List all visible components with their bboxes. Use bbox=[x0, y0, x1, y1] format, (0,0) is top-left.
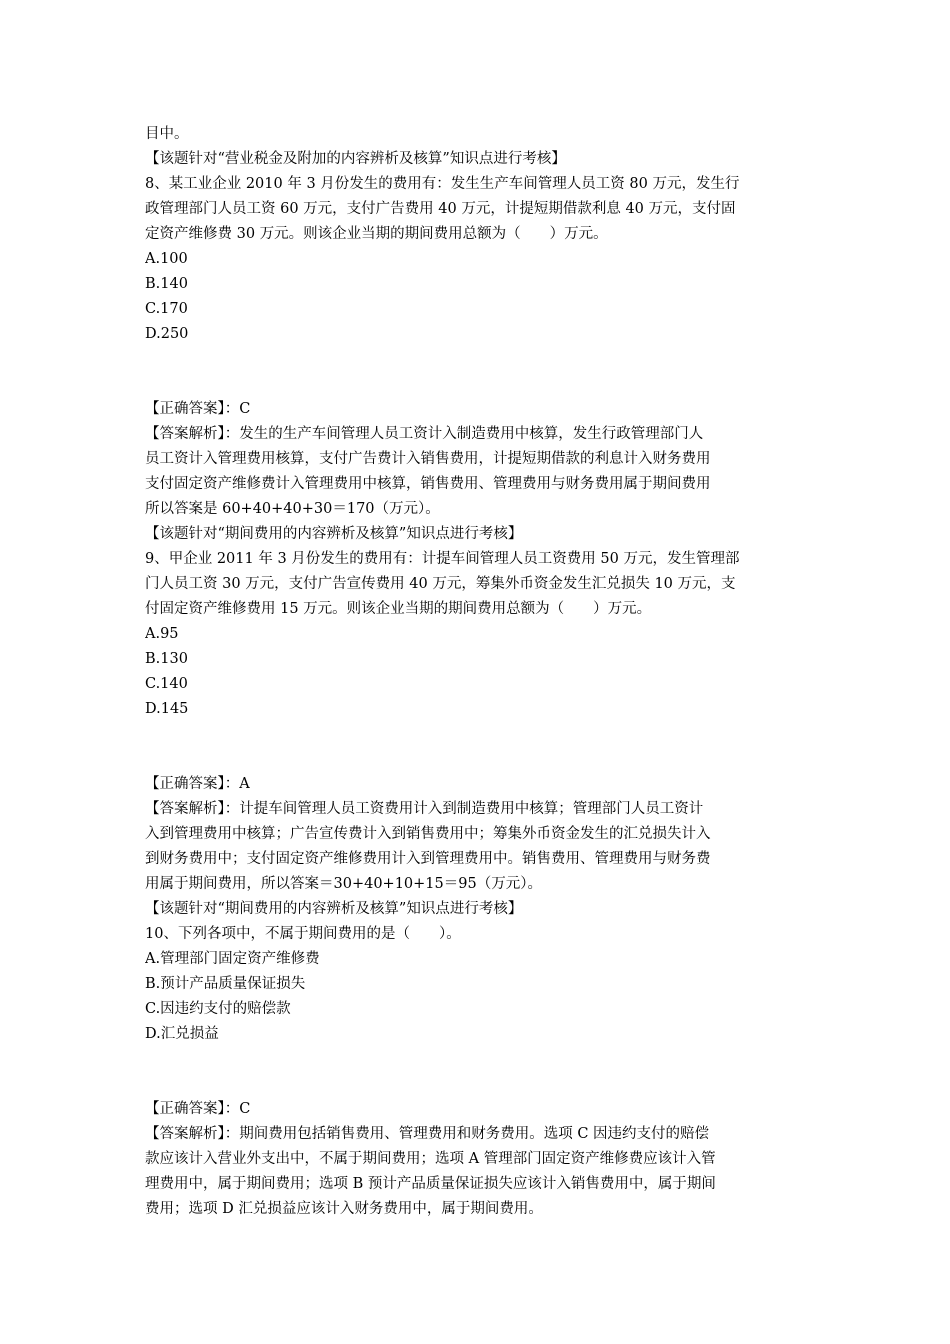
explanation-line: 所以答案是 60+40+40+30＝170（万元）。 bbox=[145, 501, 440, 517]
correct-answer: 【正确答案】：C bbox=[145, 1101, 251, 1117]
question-10: 10、下列各项中，不属于期间费用的是（ ）。 bbox=[145, 926, 461, 942]
answer-explanation bbox=[145, 797, 810, 897]
question-9 bbox=[145, 547, 810, 622]
answer-explanation bbox=[145, 422, 810, 522]
explanation-line: 【答案解析】：期间费用包括销售费用、管理费用和财务费用。选项 C 因违约支付的赔偿 bbox=[145, 1126, 710, 1142]
correct-answer: 【正确答案】：C bbox=[145, 401, 251, 417]
option-a: A.管理部门固定资产维修费 bbox=[145, 951, 320, 967]
question-text-line: 8、某工业企业 2010 年 3 月份发生的费用有：发生生产车间管理人员工资 80 万元，发生行 bbox=[145, 176, 740, 192]
question-text-line: 定资产维修费 30 万元。则该企业当期的期间费用总额为（ ）万元。 bbox=[145, 226, 608, 242]
question-text-line: 9、甲企业 2011 年 3 月份发生的费用有：计提车间管理人员工资费用 50 万元，发生管理部 bbox=[145, 551, 740, 567]
option-b: B.140 bbox=[145, 276, 188, 292]
explanation-line: 支付固定资产维修费计入管理费用中核算，销售费用、管理费用与财务费用属于期间费用 bbox=[145, 476, 711, 492]
explanation-line: 款应该计入营业外支出中，不属于期间费用；选项 A 管理部门固定资产维修费应该计入管 bbox=[145, 1151, 716, 1167]
option-c: C.因违约支付的赔偿款 bbox=[145, 1001, 291, 1017]
option-a: A.100 bbox=[145, 251, 188, 267]
spacer bbox=[145, 1047, 810, 1097]
topic-note: 【该题针对“期间费用的内容辨析及核算”知识点进行考核】 bbox=[145, 526, 523, 542]
explanation-line: 用属于期间费用，所以答案＝30+40+10+15＝95（万元）。 bbox=[145, 876, 542, 892]
option-d: D.145 bbox=[145, 701, 189, 717]
option-d: D.汇兑损益 bbox=[145, 1026, 219, 1042]
explanation-line: 【答案解析】：发生的生产车间管理人员工资计入制造费用中核算，发生行政管理部门人 bbox=[145, 426, 704, 442]
option-b: B.预计产品质量保证损失 bbox=[145, 976, 306, 992]
option-b: B.130 bbox=[145, 651, 188, 667]
topic-note: 【该题针对“营业税金及附加的内容辨析及核算”知识点进行考核】 bbox=[145, 151, 566, 167]
text-line: 目中。 bbox=[145, 126, 189, 142]
explanation-line: 入到管理费用中核算；广告宣传费计入到销售费用中；筹集外币资金发生的汇兑损失计入 bbox=[145, 826, 711, 842]
explanation-line: 员工资计入管理费用核算，支付广告费计入销售费用，计提短期借款的利息计入财务费用 bbox=[145, 451, 711, 467]
explanation-line: 到财务费用中；支付固定资产维修费用计入到管理费用中。销售费用、管理费用与财务费 bbox=[145, 851, 711, 867]
option-a: A.95 bbox=[145, 626, 179, 642]
spacer bbox=[145, 722, 810, 772]
document-page bbox=[145, 122, 810, 1222]
question-text-line: 付固定资产维修费用 15 万元。则该企业当期的期间费用总额为（ ）万元。 bbox=[145, 601, 652, 617]
explanation-line: 费用；选项 D 汇兑损益应该计入财务费用中，属于期间费用。 bbox=[145, 1201, 543, 1217]
answer-explanation bbox=[145, 1122, 810, 1222]
spacer bbox=[145, 347, 810, 397]
explanation-line: 理费用中，属于期间费用；选项 B 预计产品质量保证损失应该计入销售费用中，属于期间 bbox=[145, 1176, 716, 1192]
question-8 bbox=[145, 172, 810, 247]
option-d: D.250 bbox=[145, 326, 189, 342]
question-text-line: 门人员工资 30 万元，支付广告宣传费用 40 万元，筹集外币资金发生汇兑损失 10 万元，支 bbox=[145, 576, 736, 592]
option-c: C.140 bbox=[145, 676, 188, 692]
correct-answer: 【正确答案】：A bbox=[145, 776, 250, 792]
explanation-line: 【答案解析】：计提车间管理人员工资费用计入到制造费用中核算；管理部门人员工资计 bbox=[145, 801, 704, 817]
option-c: C.170 bbox=[145, 301, 188, 317]
topic-note: 【该题针对“期间费用的内容辨析及核算”知识点进行考核】 bbox=[145, 901, 523, 917]
question-text-line: 政管理部门人员工资 60 万元，支付广告费用 40 万元，计提短期借款利息 40 万元，支付固 bbox=[145, 201, 736, 217]
